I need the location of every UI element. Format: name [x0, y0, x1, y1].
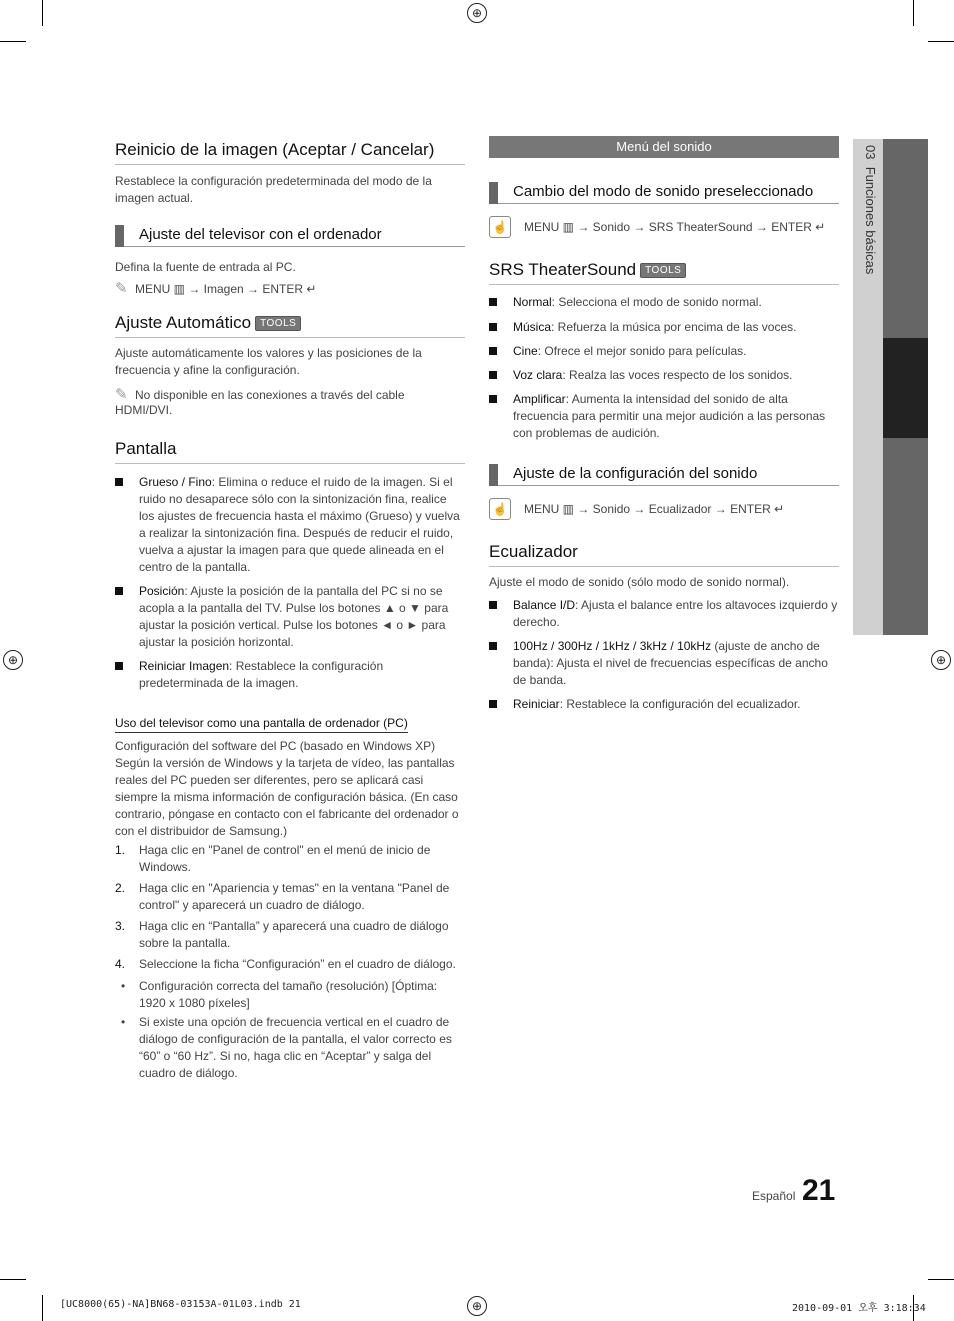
crop-mark — [42, 1295, 43, 1321]
subsection-title: Ajuste de la configuración del sonido — [489, 464, 839, 486]
sound-menu-banner: Menú del sonido — [489, 136, 839, 158]
remote-hand-icon: ☝ — [489, 216, 511, 238]
menu-path: ☝ MENU ▥ → Sonido → SRS TheaterSound → ENTER ↵ — [489, 216, 839, 238]
crop-mark — [0, 1279, 26, 1280]
list-item: Amplificar: Aumenta la intensidad del sonido de alta frecuencia para permitir una mejor audición a las personas con problemas de audición. — [489, 391, 839, 442]
list-item: Normal: Selecciona el modo de sonido normal. — [489, 294, 839, 311]
subsection-title: Uso del televisor como una pantalla de ordenador (PC) — [115, 716, 408, 733]
section-title: Reinicio de la imagen (Aceptar / Cancelar) — [115, 140, 465, 165]
section-text: Defina la fuente de entrada al PC. — [115, 260, 296, 274]
crop-mark — [913, 0, 914, 26]
bullet-item: • Configuración correcta del tamaño (resolución) [Óptima: 1920 x 1080 píxeles] — [121, 979, 438, 1010]
list-item: Cine: Ofrece el mejor sonido para películas. — [489, 343, 839, 360]
crop-mark — [928, 41, 954, 42]
list-item: Grueso / Fino: Elimina o reduce el ruido de la imagen. Si el ruido no desaparece sólo con la sintonización fina, realice los ajustes de frecuencia hasta el máximo (Grueso) y vuelva a realizar la sintonización fina. Después de reducir el ruido, vuelva a ajustar la imagen para que quede alineada en el centro de la pantalla. — [115, 474, 465, 576]
menu-path: ✎ MENU ▥ → Imagen → ENTER ↵ — [115, 280, 317, 297]
registration-mark-icon: ⊕ — [467, 3, 487, 23]
section-text: Configuración del software del PC (basado en Windows XP) Según la versión de Windows y la tarjeta de vídeo, las pantallas reales del PC pueden ser diferentes, pero se aplicará casi siempre la misma información de configuración básica. (En caso contrario, póngase en contacto con el fabricante del ordenador o con el distribuidor de Samsung.) — [115, 739, 459, 838]
note-pencil-icon: ✎ — [115, 386, 128, 403]
tools-badge: TOOLS — [640, 263, 686, 278]
note-pencil-icon: ✎ — [115, 280, 128, 297]
registration-mark-icon: ⊕ — [467, 1296, 487, 1316]
section-text: Restablece la configuración predeterminada del modo de la imagen actual. — [115, 174, 432, 205]
crop-mark — [0, 41, 26, 42]
page-number: 21 — [802, 1174, 836, 1207]
crop-mark — [928, 1279, 954, 1280]
crop-mark — [42, 0, 43, 26]
menu-path: ☝ MENU ▥ → Sonido → Ecualizador → ENTER ↵ — [489, 498, 839, 520]
section-text: Ajuste automáticamente los valores y las posiciones de la frecuencia y afine la configuración. — [115, 346, 422, 377]
section-text: Ajuste el modo de sonido (sólo modo de sonido normal). — [489, 575, 790, 589]
list-item: 100Hz / 300Hz / 1kHz / 3kHz / 10kHz (ajuste de ancho de banda): Ajusta el nivel de frecuencias específicas de ancho de banda. — [489, 638, 839, 689]
subsection-title: Ajuste del televisor con el ordenador — [115, 225, 465, 247]
registration-mark-icon: ⊕ — [3, 650, 23, 670]
tools-badge: TOOLS — [255, 316, 301, 331]
side-tab-active — [883, 338, 928, 438]
page-language: Español — [752, 1189, 796, 1203]
right-column — [489, 136, 839, 713]
side-tab-block — [883, 139, 928, 338]
list-item: Reiniciar: Restablece la configuración del ecualizador. — [489, 696, 839, 713]
step-item: 4. Seleccione la ficha “Configuración” en el cuadro de diálogo. — [115, 957, 456, 971]
section-title: Pantalla — [115, 439, 465, 464]
list-item: Voz clara: Realza las voces respecto de los sonidos. — [489, 367, 839, 384]
step-item: 3. Haga clic en “Pantalla” y aparecerá una cuadro de diálogo sobre la pantalla. — [115, 919, 449, 950]
left-column — [115, 140, 465, 1082]
subsection-title: Cambio del modo de sonido preseleccionado — [489, 182, 839, 204]
step-item: 2. Haga clic en "Apariencia y temas" en la ventana "Panel de control" y aparecerá un cuadro de diálogo. — [115, 881, 450, 912]
list-item: Música: Refuerza la música por encima de las voces. — [489, 319, 839, 336]
side-tab-block — [883, 438, 928, 635]
step-item: 1. Haga clic en "Panel de control" en el menú de inicio de Windows. — [115, 843, 431, 874]
section-title: Ajuste Automático TOOLS — [115, 313, 465, 338]
list-item: Reiniciar Imagen: Restablece la configuración predeterminada de la imagen. — [115, 658, 465, 692]
file-info: [UC8000(65)-NA]BN68-03153A-01L03.indb 21 — [60, 1299, 301, 1310]
list-item: Posición: Ajuste la posición de la pantalla del PC si no se acopla a la pantalla del TV. Pulse los botones ▲ o ▼ para ajustar la posición vertical. Pulse los botones ◄ o ► para ajustar la posición horizontal. — [115, 583, 465, 651]
note: ✎ No disponible en las conexiones a través del cable HDMI/DVI. — [115, 386, 405, 417]
section-title: SRS TheaterSound TOOLS — [489, 260, 839, 285]
section-title: Ecualizador — [489, 542, 839, 567]
bullet-item: • Si existe una opción de frecuencia vertical en el cuadro de diálogo de configuración de la pantalla, el valor correcto es “60” o “60 Hz”. Si no, haga clic en “Aceptar” y salga del cuadro de diálogo. — [121, 1015, 452, 1080]
print-date: 2010-09-01 오후 3:18:34 — [792, 1303, 926, 1314]
side-tab-label: 03 Funciones básicas — [863, 145, 878, 275]
registration-mark-icon: ⊕ — [931, 650, 951, 670]
remote-hand-icon: ☝ — [489, 498, 511, 520]
list-item: Balance I/D: Ajusta el balance entre los altavoces izquierdo y derecho. — [489, 597, 839, 631]
